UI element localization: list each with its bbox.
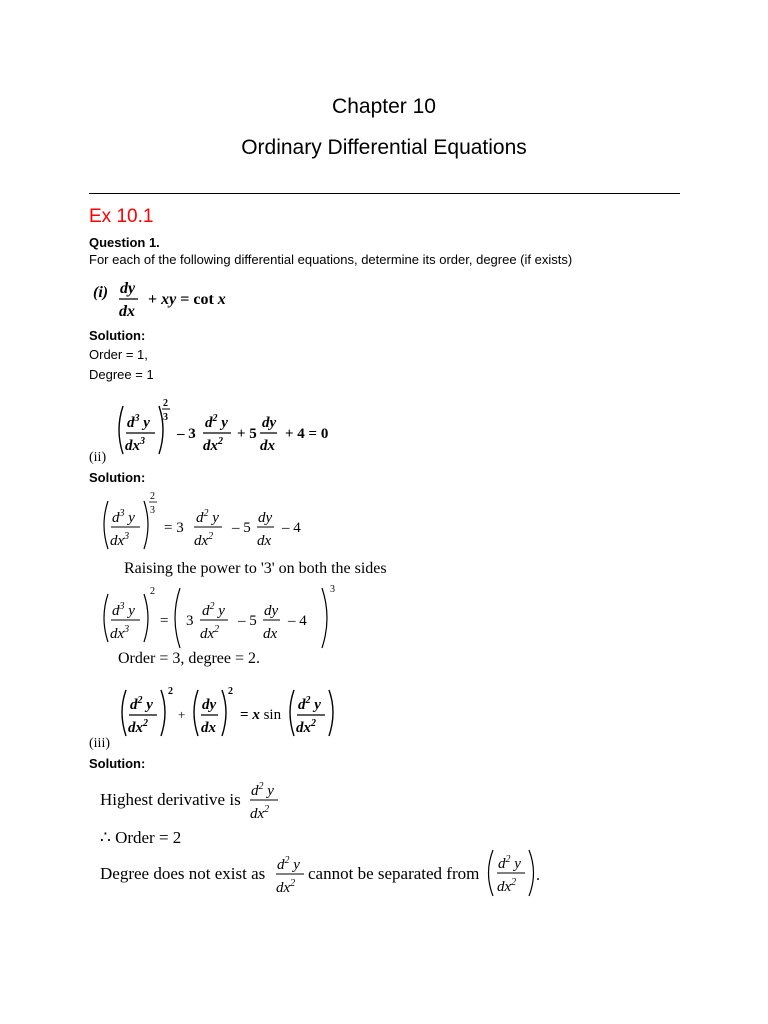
- part-iii-highest-fraction: [248, 779, 288, 825]
- svg-text:=: =: [160, 613, 169, 629]
- part-i-degree: Degree = 1: [89, 367, 154, 382]
- svg-text:3: 3: [163, 412, 168, 423]
- svg-text:dx2: $dx^2$: [296, 718, 316, 736]
- part-iii-degree-text-a: Degree does not exist as: [100, 864, 266, 883]
- svg-text:dy: dy: [258, 510, 273, 526]
- svg-text:.: .: [536, 867, 540, 884]
- svg-text:– 5: – 5: [232, 520, 251, 536]
- svg-text:dx2: $dx^2$: [200, 624, 220, 642]
- svg-text:2: 2: [228, 686, 233, 697]
- chapter-subtitle: Ordinary Differential Equations: [241, 136, 527, 159]
- part-ii-rearranged-equation: [100, 487, 320, 553]
- part-ii-label: (ii): [89, 450, 107, 465]
- svg-text:d3 y: $d^3$ y: [112, 601, 135, 619]
- svg-text:d2 y: $d^2$ y: [196, 508, 219, 526]
- svg-text:– 5: – 5: [238, 613, 257, 629]
- svg-text:dx2: $dx^2$: [128, 718, 148, 736]
- svg-text:3: 3: [186, 613, 194, 629]
- svg-text:+: +: [178, 707, 186, 722]
- svg-text:d2 y: $d^2$ y: [251, 781, 274, 799]
- svg-text:dx: dx: [257, 533, 272, 549]
- svg-text:dy: dy: [202, 697, 217, 713]
- part-ii-equation: [115, 394, 345, 464]
- part-ii-cubed-equation: [100, 582, 340, 650]
- part-i-label: (i): [93, 284, 109, 301]
- svg-text:– 4: – 4: [288, 613, 307, 629]
- svg-text:2: 2: [150, 491, 155, 502]
- svg-text:d2 y: $d^2$ y: [498, 854, 521, 872]
- svg-text:d3 y: $d^3$ y: [112, 508, 135, 526]
- svg-text:= x sin: = x sin: [240, 707, 282, 723]
- svg-text:2: 2: [150, 586, 155, 597]
- svg-text:dy: dy: [120, 280, 136, 297]
- part-iii-degree-text-b: cannot be separated from: [308, 864, 480, 883]
- svg-text:dx: dx: [263, 626, 278, 642]
- svg-text:dx: dx: [201, 720, 216, 736]
- svg-text:2: 2: [168, 686, 173, 697]
- svg-text:dx3: $dx^3$: [110, 531, 130, 549]
- svg-text:dx: dx: [119, 303, 135, 320]
- svg-text:dx2: $dx^2$: [250, 804, 270, 822]
- svg-text:3: 3: [330, 584, 335, 595]
- chapter-title: Chapter 10: [332, 95, 436, 118]
- part-iii-highest-text: Highest derivative is: [100, 790, 241, 809]
- svg-text:d2 y: $d^2$ y: [298, 695, 321, 713]
- header-divider: [89, 193, 680, 194]
- part-i-equation: [118, 276, 248, 322]
- svg-text:dx2: $dx^2$: [497, 877, 517, 895]
- part-iii-bracketed-fraction: [484, 846, 544, 902]
- svg-text:d3 y: $d^3$ y: [127, 413, 150, 431]
- svg-text:3: 3: [150, 505, 155, 516]
- svg-text:dx3: $dx^3$: [125, 436, 145, 454]
- svg-text:dx2: $dx^2$: [276, 878, 296, 896]
- part-i-order: Order = 1,: [89, 347, 148, 362]
- part-iii-solution-label: Solution:: [89, 756, 146, 771]
- svg-text:+ 4 = 0: + 4 = 0: [285, 426, 329, 442]
- svg-text:dx2: $dx^2$: [203, 436, 223, 454]
- part-iii-label: (iii): [89, 736, 110, 751]
- svg-text:dx2: $dx^2$: [194, 531, 214, 549]
- part-i-solution-label: Solution:: [89, 328, 146, 343]
- question-number: Question 1.: [89, 235, 160, 250]
- exercise-heading: Ex 10.1: [89, 206, 154, 227]
- svg-text:= 3: = 3: [164, 520, 184, 536]
- svg-text:– 4: – 4: [282, 520, 301, 536]
- part-ii-solution-label: Solution:: [89, 470, 146, 485]
- part-iii-degree-fraction: [274, 852, 310, 898]
- part-ii-step-text: Raising the power to '3' on both the sides: [124, 560, 387, 577]
- svg-text:d2 y: $d^2$ y: [202, 601, 225, 619]
- part-ii-result: Order = 3, degree = 2.: [118, 650, 260, 667]
- svg-text:d2 y: $d^2$ y: [277, 855, 300, 873]
- part-iii-equation: [118, 682, 348, 744]
- question-prompt: For each of the following differential equations, determine its order, degree (if exists): [89, 252, 573, 267]
- svg-text:+ 5: + 5: [237, 426, 257, 442]
- svg-text:dy: dy: [262, 415, 277, 431]
- svg-text:2: 2: [163, 398, 168, 409]
- svg-text:– 3: – 3: [177, 426, 196, 442]
- svg-text:d2 y: $d^2$ y: [130, 695, 153, 713]
- svg-text:d2 y: $d^2$ y: [205, 413, 228, 431]
- svg-text:dx3: $dx^3$: [110, 624, 130, 642]
- part-iii-order-text: ∴ Order = 2: [100, 828, 182, 847]
- svg-text:dx: dx: [260, 438, 275, 454]
- svg-text:dy: dy: [264, 603, 279, 619]
- svg-text:+ xy = cot x: + xy = cot x: [148, 291, 226, 308]
